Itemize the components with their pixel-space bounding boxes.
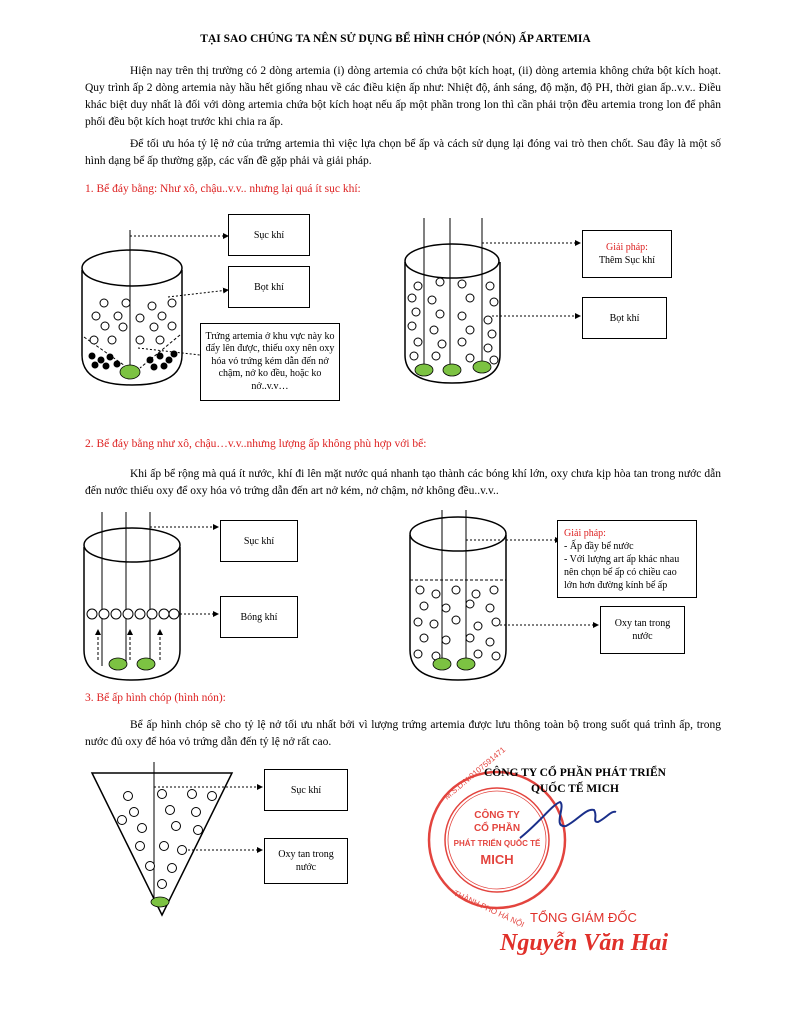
svg-text:PHÁT TRIỂN QUỐC TẾ: PHÁT TRIỂN QUỐC TẾ [453, 839, 541, 848]
signer-name: Nguyễn Văn Hai [500, 930, 669, 956]
intro-paragraph-2: Để tối ưu hóa tỷ lệ nở của trứng artemia thì việc lựa chọn bể ấp và cách sử dụng lại đóng vai trò then chốt. Sau đây là một số hình dạng bể ấp thường gặp, các vấn đề gặp phải và giải pháp. [85, 138, 721, 167]
s1-note-box: Trứng artemia ở khu vực này ko đẩy lên được, thiếu oxy nên oxy hóa vỏ trứng kém dẫn đến nở chậm, nở ko đều, hoặc ko nở..v.v… [200, 323, 340, 401]
s3-oxygen-box: Oxy tan trong nước [264, 838, 348, 884]
s2-oxygen-box: Oxy tan trong nước [600, 606, 685, 654]
svg-text:MICH: MICH [480, 852, 514, 867]
s1-right-bubble-box: Bọt khí [582, 297, 667, 339]
s3-aeration-box: Sục khí [264, 769, 348, 811]
page-title: TẠI SAO CHÚNG TA NÊN SỬ DỤNG BỂ HÌNH CHÓP (NÓN) ẤP ARTEMIA [200, 33, 591, 45]
section-1-right-tank [405, 218, 580, 383]
signer-position: TỔNG GIÁM ĐỐC [530, 910, 637, 925]
company-name-line-1: CÔNG TY CỔ PHẦN PHÁT TRIỂN [483, 767, 666, 779]
svg-text:M.S.D.N:0107591471: M.S.D.N:0107591471 [442, 745, 508, 802]
s1-solution-box [582, 230, 672, 278]
svg-text:CÔNG TY: CÔNG TY [474, 810, 520, 821]
intro-paragraph-1: Hiện nay trên thị trường có 2 dòng artemia (i) dòng artemia có chứa bột kích hoạt, (ii) dòng artemia không chứa bột kích hoạt. Quy trình ấp 2 dòng artemia này hầu hết giống nhau về các điều kiện ấp như: Nhiệt độ, ánh sáng, độ mặn, độ PH, thời gian ấp..v.v.. Điều khác biệt duy nhất là đối với dòng artemia chứa bột kích hoạt nếu ấp một phần trong lon thì cần phải trộn đều artemia trong lon để phân phối đều bột kích hoạt trước khi chia ra ấp. [85, 65, 721, 128]
company-name [450, 765, 700, 797]
signature-stroke [520, 802, 616, 838]
s2-bubble-box: Bóng khí [220, 596, 298, 638]
company-name-line-2: QUỐC TẾ MICH [531, 783, 619, 795]
svg-text:THÀNH PHỐ HÀ NỘI: THÀNH PHỐ HÀ NỘI [452, 888, 526, 930]
s1-solution-label: Giải pháp: [606, 242, 648, 253]
s2-aeration-box: Sục khí [220, 520, 298, 562]
section-2-heading: 2. Bể đáy bằng như xô, chậu…v.v..nhưng lượng ấp không phù hợp với bể: [85, 438, 427, 450]
section-3-text: Bể ấp hình chóp sẽ cho tỷ lệ nở tối ưu nhất bởi vì lượng trứng artemia được lưu thông toàn bộ trong suốt quá trình ấp, trong nước đủ oxy để hóa vỏ trứng dẫn đến tỷ lệ nở rất cao. [85, 719, 721, 748]
s1-solution-text: Thêm Sục khí [598, 255, 656, 266]
section-3-cone-tank [92, 762, 262, 915]
s2-solution-label: Giải pháp: [564, 527, 606, 539]
s2-solution-line-1: - Ấp đầy bể nước [564, 540, 634, 552]
section-1-heading: 1. Bể đáy bằng: Như xô, chậu..v.v.. nhưng lại quá ít sục khí: [85, 183, 361, 195]
s2-solution-line-2: - Với lượng art ấp khác nhau nên chọn bể ấp có chiều cao lớn hơn đường kính bể ấp [564, 553, 680, 591]
s1-aeration-box: Sục khí [228, 214, 310, 256]
section-3-heading: 3. Bể ấp hình chóp (hình nón): [85, 692, 226, 704]
section-2-text: Khi ấp bể rộng mà quá ít nước, khí đi lên mặt nước quá nhanh tạo thành các bóng khí lớn, oxy chưa kịp hòa tan trong nước dẫn đến nước thiếu oxy để oxy hóa vỏ trứng dẫn đến art nở kém, nở chậm, nở không đều..v.v.. [85, 468, 721, 497]
svg-text:CỔ PHẦN: CỔ PHẦN [473, 823, 521, 834]
s2-solution-box [557, 520, 697, 598]
section-2-left-tank [84, 512, 218, 680]
s1-bubble-box: Bọt khí [228, 266, 310, 308]
